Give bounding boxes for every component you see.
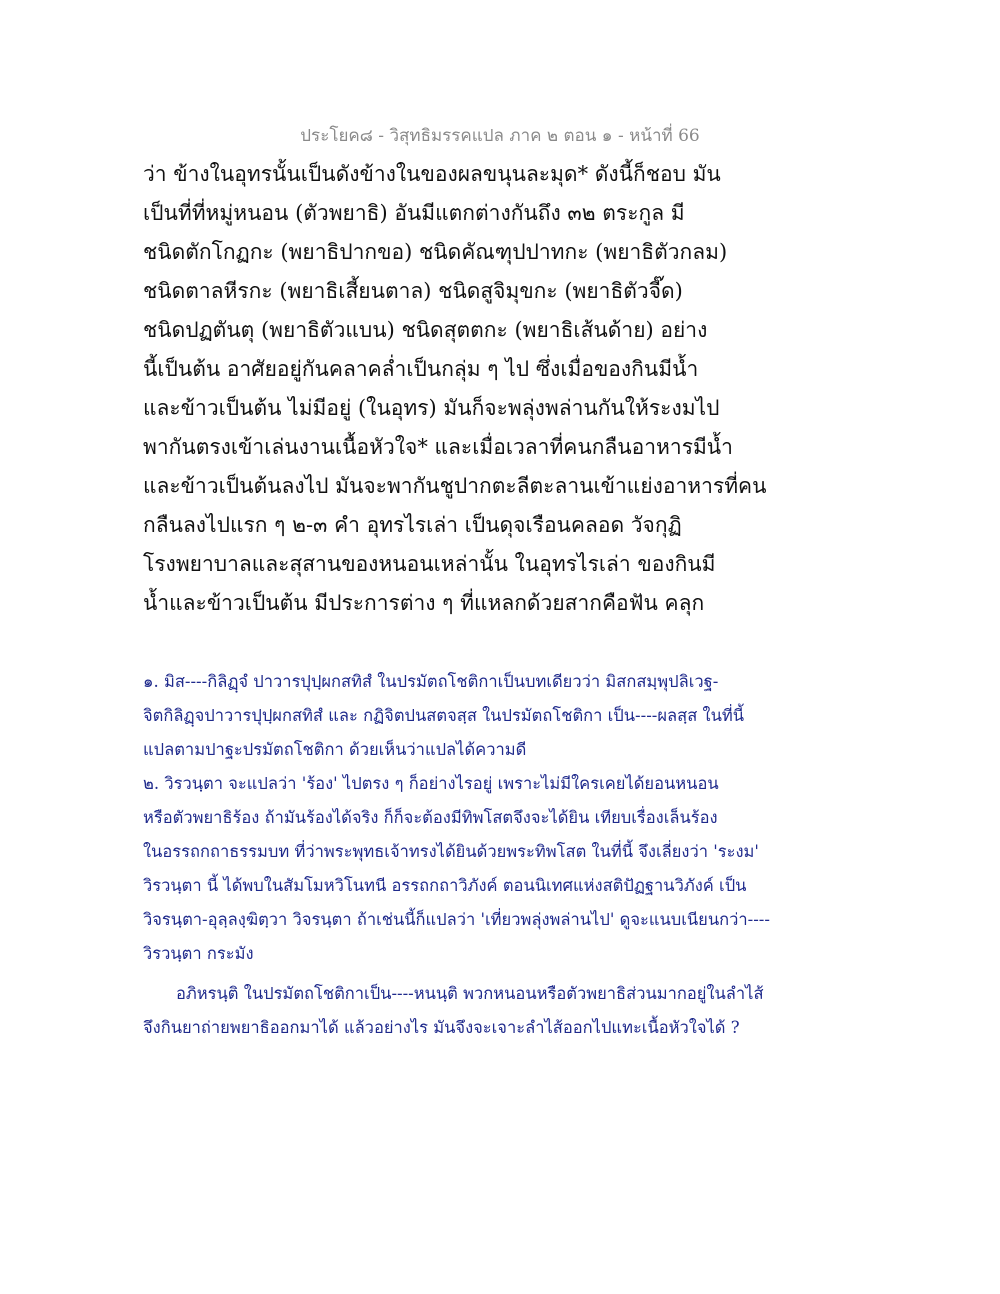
body-line: โรงพยาบาลและสุสานของหนอนเหล่านั้น ในอุทรไรเล่า ของกินมี [143, 552, 716, 576]
body-line: นี้เป็นต้น อาศัยอยู่กันคลาคล่ำเป็นกลุ่ม ๆ ไป ซึ่งเมื่อของกินมีน้ำ [143, 357, 699, 381]
body-line: กลืนลงไปแรก ๆ ๒-๓ คำ อุทรไรเล่า เป็นดุจเรือนคลอด วัจกุฏิ [143, 513, 682, 537]
page-header: ประโยค๘ - วิสุทธิมรรคแปล ภาค ๒ ตอน ๑ - หน้าที่ 66 [300, 126, 700, 146]
footnote-3 [143, 977, 863, 1045]
main-text [143, 155, 863, 623]
body-line: ว่า ข้างในอุทรนั้นเป็นดังข้างในของผลขนุนละมุด* ดังนี้ก็ชอบ มัน [143, 162, 721, 186]
footnote-line: อภิหรนฺติ ในปรมัตถโชติกาเป็น----หนนฺติ พวกหนอนหรือตัวพยาธิส่วนมากอยู่ในลำไส้ [176, 984, 764, 1003]
body-line: ชนิดตาลหีรกะ (พยาธิเสี้ยนตาล) ชนิดสูจิมุขกะ (พยาธิตัวจี๊ด) [143, 279, 683, 303]
body-line: และข้าวเป็นต้นลงไป มันจะพากันชูปากตะลีตะลานเข้าแย่งอาหารที่คน [143, 474, 767, 498]
footnote-line: ๒. วิรวนฺตา จะแปลว่า 'ร้อง' ไปตรง ๆ ก็อย่างไรอยู่ เพราะไม่มีใครเคยได้ยอนหนอน [143, 774, 719, 793]
body-line: พากันตรงเข้าเล่นงานเนื้อหัวใจ* และเมื่อเวลาที่คนกลืนอาหารมีน้ำ [143, 435, 733, 459]
body-line: น้ำและข้าวเป็นต้น มีประการต่าง ๆ ที่แหลกด้วยสากคือฟัน คลุก [143, 591, 705, 615]
body-line: และข้าวเป็นต้น ไม่มีอยู่ (ในอุทร) มันก็จะพลุ่งพล่านกันให้ระงมไป [143, 396, 720, 420]
body-line: เป็นที่ที่หมู่หนอน (ตัวพยาธิ) อันมีแตกต่างกันถึง ๓๒ ตระกูล มี [143, 201, 685, 225]
footnote-line: วิจรนฺตา-อุลฺลงฺฆิตฺวา วิจรนฺตา ถ้าเช่นนี้ก็แปลว่า 'เที่ยวพลุ่งพล่านไป' ดูจะแนบเนียนกว่า---- [143, 910, 770, 929]
body-line: ชนิดปฏตันตุ (พยาธิตัวแบน) ชนิดสุตตกะ (พยาธิเส้นด้าย) อย่าง [143, 318, 708, 342]
footnote-line: หรือตัวพยาธิร้อง ถ้ามันร้องได้จริง ก็ก็จะต้องมีทิพโสตจึงจะได้ยิน เทียบเรื่องเล็นร้อง [143, 808, 718, 827]
footnote-line: แปลตามปาฐะปรมัตถโชติกา ด้วยเห็นว่าแปลได้ความดี [143, 740, 527, 759]
footnote-1 [143, 665, 863, 767]
footnote-2 [143, 767, 863, 971]
footnotes [143, 665, 863, 1045]
footnote-line: ในอรรถกถาธรรมบท ที่ว่าพระพุทธเจ้าทรงได้ยินด้วยพระทิพโสต ในที่นี้ จึงเลี่ยงว่า 'ระงม' [143, 842, 759, 861]
footnote-line: วิรวนฺตา นี้ ได้พบในสัมโมหวิโนทนี อรรถกถาวิภังค์ ตอนนิเทศแห่งสติปัฏฐานวิภังค์ เป็น [143, 876, 747, 895]
footnote-line: วิรวนฺตา กระมัง [143, 944, 254, 963]
footnote-line: จึงกินยาถ่ายพยาธิออกมาได้ แล้วอย่างไร มันจึงจะเจาะลำไส้ออกไปแทะเนื้อหัวใจได้ ? [143, 1018, 740, 1037]
body-line: ชนิดตักโกฏกะ (พยาธิปากขอ) ชนิดคัณฑุปปาทกะ (พยาธิตัวกลม) [143, 240, 728, 264]
footnote-line: จิตกิลิฏฺจปาวารปุปฺผกสทิสํ และ กฏิจิตปนสตจสฺส ในปรมัตถโชติกา เป็น----ผลสฺส ในที่นี้ [143, 706, 745, 725]
footnote-line: ๑. มิส----กิลิฏฺจํ ปาวารปุปฺผกสทิสํ ในปรมัตถโชติกาเป็นบทเดียวว่า มิสกสมฺพุปลิเวฐ- [143, 672, 719, 691]
